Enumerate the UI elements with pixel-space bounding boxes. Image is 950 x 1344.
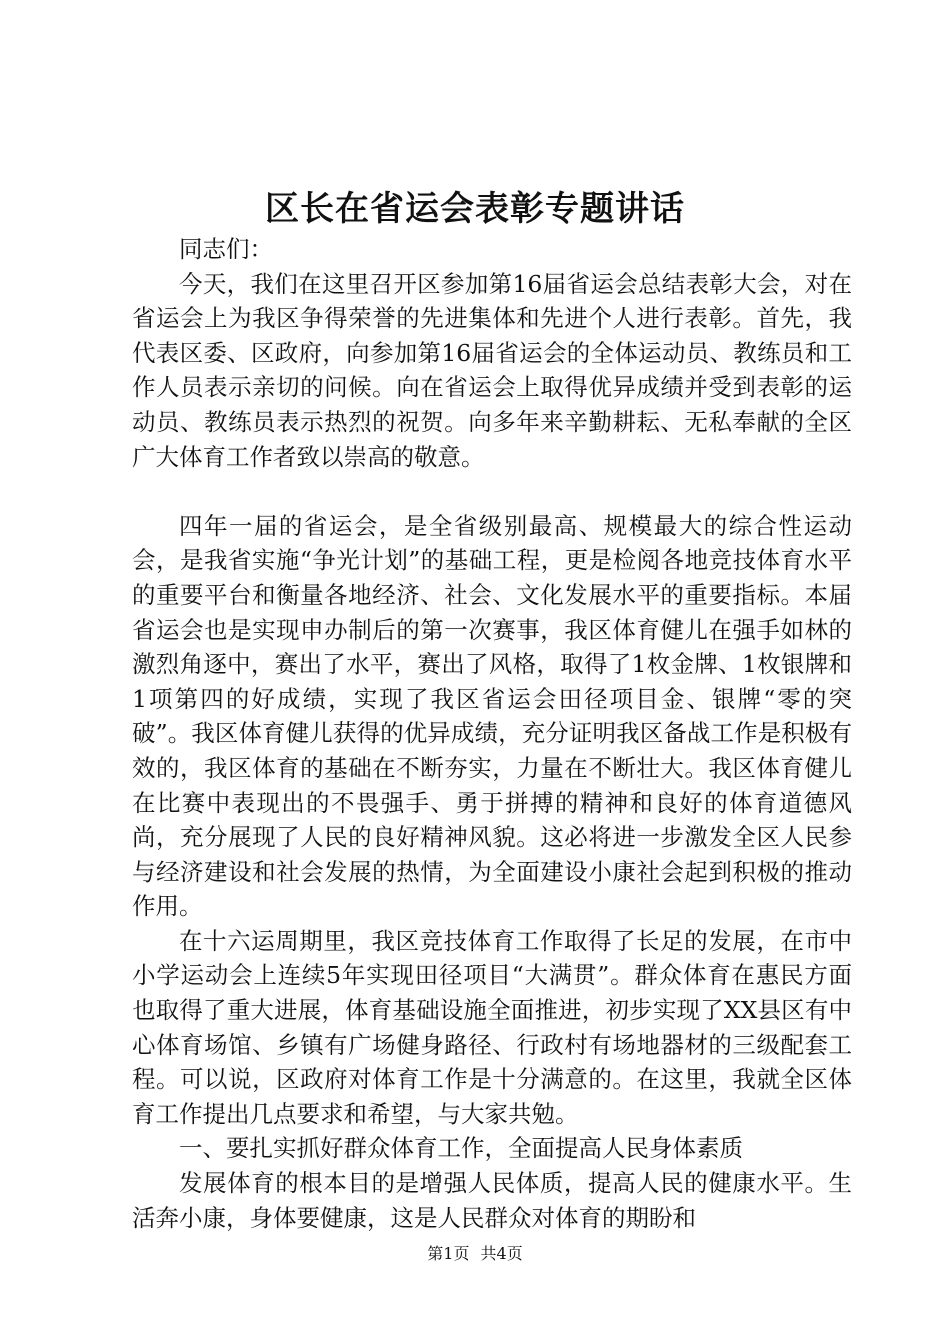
paragraph-2: 四年一届的省运会，是全省级别最高、规模最大的综合性运动会，是我省实施“争光计划”的基础工程，更是检阅各地竞技体育水平的重要平台和衡量各地经济、社会、文化发展水平的重要指标。本届省运会也是实现申办制后的第一次赛事，我区体育健儿在强手如林的激烈角逐中，赛出了水平，赛出了风格，取得了1枚金牌、1枚银牌和1项第四的好成绩，实现了我区省运会田径项目金、银牌“零的突破”。我区体育健儿获得的优异成绩，充分证明我区备战工作是积极有效的，我区体育的基础在不断夯实，力量在不断壮大。我区体育健儿在比赛中表现出的不畏强手、勇于拼搏的精神和良好的体育道德风尚，充分展现了人民的良好精神风貌。这必将进一步激发全区人民参与经济建设和社会发展的热情，为全面建设小康社会起到积极的推动作用。 <box>132 511 852 921</box>
section-heading: 一、要扎实抓好群众体育工作，全面提高人民身体素质 <box>179 1134 743 1163</box>
document-body <box>132 232 852 1235</box>
document-title: 区长在省运会表彰专题讲话 <box>265 189 685 229</box>
page-footer: 第1页 共4页 <box>427 1244 523 1263</box>
section-paragraph: 发展体育的根本目的是增强人民体质，提高人民的健康水平。生活奔小康，身体要健康，这是人民群众对体育的期盼和 <box>132 1169 852 1232</box>
paragraph-3: 在十六运周期里，我区竞技体育工作取得了长足的发展，在市中小学运动会上连续5年实现田径项目“大满贯”。群众体育在惠民方面也取得了重大进展，体育基础设施全面推进，初步实现了XX县区有中心体育场馆、乡镇有广场健身路径、行政村有场地器材的三级配套工程。可以说，区政府对体育工作是十分满意的。在这里，我就全区体育工作提出几点要求和希望，与大家共勉。 <box>132 926 852 1128</box>
salutation: 同志们： <box>179 235 273 263</box>
paragraph-1: 今天，我们在这里召开区参加第16届省运会总结表彰大会，对在省运会上为我区争得荣誉的先进集体和先进个人进行表彰。首先，我代表区委、区政府，向参加第16届省运会的全体运动员、教练员和工作人员表示亲切的问候。向在省运会上取得优异成绩并受到表彰的运动员、教练员表示热烈的祝贺。向多年来辛勤耕耘、无私奉献的全区广大体育工作者致以崇高的敬意。 <box>132 269 852 471</box>
